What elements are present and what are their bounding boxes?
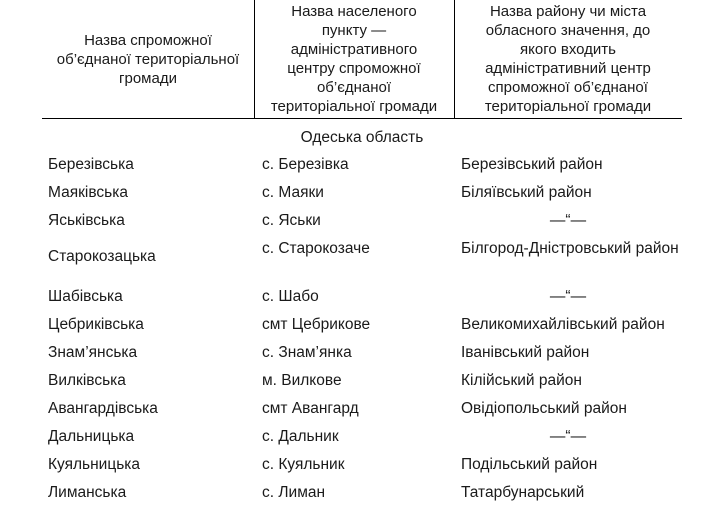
district-cell: Іванівський район (461, 344, 590, 361)
center-cell: м. Вилкове (262, 372, 342, 389)
center-cell: с. Лиман (262, 484, 326, 501)
table-row (0, 178, 712, 206)
header-line: Назва спроможної (84, 31, 212, 49)
community-cell: Березівська (48, 156, 134, 173)
community-cell: Шабівська (48, 288, 123, 305)
center-cell: с. Знам’янка (262, 344, 352, 361)
center-cell: с. Дальник (262, 428, 339, 445)
center-cell: с. Березівка (262, 156, 349, 173)
header-line: пункту — (321, 22, 387, 39)
district-cell: —“— (549, 212, 587, 229)
table-row (0, 338, 712, 366)
header-line: спроможної об’єднаної (488, 79, 648, 96)
header-line: центру спроможної (287, 60, 421, 77)
community-cell: Куяльницька (48, 456, 141, 473)
community-cell: Вилківська (48, 372, 126, 389)
table-row (0, 282, 712, 310)
district-cell: Татарбунарський (461, 484, 585, 501)
header-line: громади (119, 69, 177, 87)
district-cell: Білгород-Дністровський район (461, 240, 679, 257)
header-line: обласного значення, до (485, 22, 651, 39)
community-cell: Старокозацька (48, 248, 156, 265)
center-cell: смт Авангард (262, 400, 359, 417)
table-row (0, 394, 712, 422)
table-row (0, 366, 712, 394)
district-cell: Березівський район (461, 156, 603, 173)
region-heading: Одеська область (300, 129, 424, 146)
header-line: територіальної громади (270, 98, 438, 115)
community-cell: Маяківська (48, 184, 128, 201)
header-line: територіальної громади (484, 98, 652, 115)
header-line: якого входить (520, 41, 616, 58)
center-cell: с. Маяки (262, 184, 324, 201)
district-cell: —“— (549, 288, 587, 305)
community-cell: Знам’янська (48, 344, 138, 361)
center-cell: с. Старокозаче (262, 240, 370, 257)
community-cell: Яськівська (48, 212, 125, 229)
header-rule (42, 118, 682, 119)
district-cell: Біляївський район (461, 184, 592, 201)
table-row (0, 478, 712, 506)
header-line: адміністративного (290, 41, 418, 58)
center-cell: с. Яськи (262, 212, 321, 229)
header-line: адміністративний центр (485, 60, 651, 77)
center-cell: с. Куяльник (262, 456, 345, 473)
header-community-name (42, 0, 254, 118)
table-row (0, 450, 712, 478)
header-line: Назва населеного (291, 3, 417, 20)
header-district-name (454, 0, 682, 118)
table-row (0, 422, 712, 450)
table-row (0, 150, 712, 178)
header-line: об’єднаної (316, 79, 392, 96)
center-cell: с. Шабо (262, 288, 319, 305)
table-row (0, 310, 712, 338)
center-cell: смт Цебрикове (262, 316, 371, 333)
header-line: Назва району чи міста (489, 3, 647, 20)
community-cell: Авангардівська (48, 400, 158, 417)
district-cell: Кілійський район (461, 372, 582, 389)
table-body (0, 150, 712, 506)
header-line: об’єднаної територіальної (56, 50, 240, 68)
community-cell: Лиманська (48, 484, 127, 501)
district-cell: Овідіопольський район (461, 400, 627, 417)
community-cell: Цебриківська (48, 316, 144, 333)
community-cell: Дальницька (48, 428, 135, 445)
district-cell: Великомихайлівський район (461, 316, 665, 333)
table-row (0, 206, 712, 234)
header-center-name (254, 0, 454, 118)
district-cell: Подільський район (461, 456, 598, 473)
table-row (0, 234, 712, 282)
district-cell: —“— (549, 428, 587, 445)
